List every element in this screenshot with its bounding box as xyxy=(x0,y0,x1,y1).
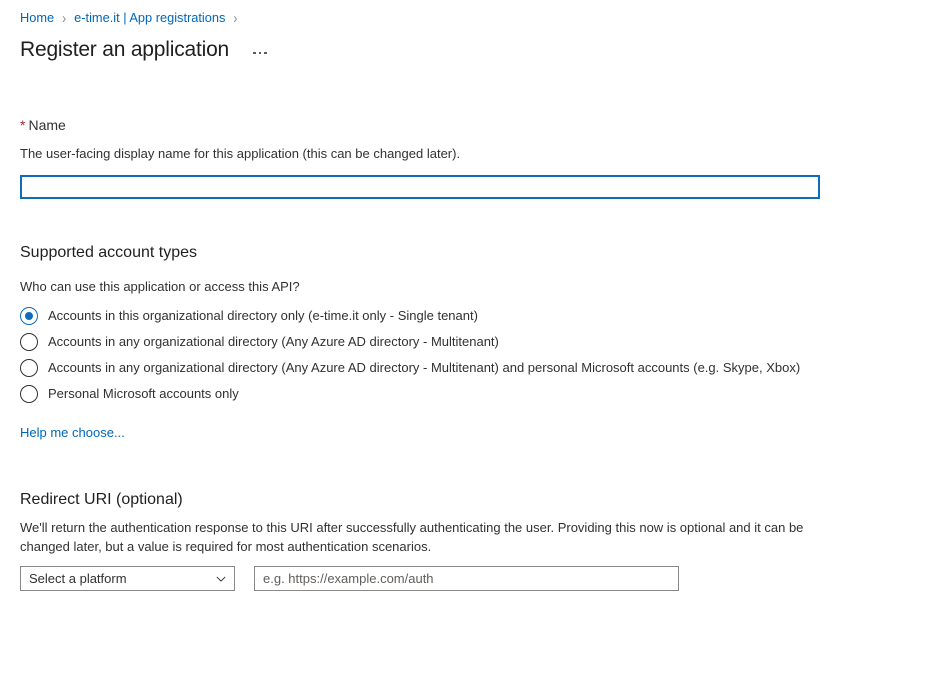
redirect-uri-description: We'll return the authentication response to this URI after successfully authenticating the user. Providing this now is optional and it can be changed later, but a value is required for most authentication scenarios. xyxy=(20,520,804,554)
more-options-icon[interactable] xyxy=(249,42,271,64)
page-header xyxy=(20,36,271,64)
name-label-text: Name xyxy=(28,117,66,133)
platform-select[interactable] xyxy=(20,566,235,591)
name-field-description: The user-facing display name for this application (this can be changed later). xyxy=(20,146,461,161)
radio-option-multitenant-and-personal[interactable] xyxy=(20,355,800,381)
breadcrumb-item-home[interactable]: Home xyxy=(20,10,55,25)
redirect-uri-input[interactable] xyxy=(254,566,679,591)
radio-option-single-tenant[interactable] xyxy=(20,303,800,329)
radio-label-multitenant-and-personal: Accounts in any organizational directory (Any Azure AD directory - Multitenant) and personal Microsoft accounts (e.g. Skype, Xbox) xyxy=(48,360,801,375)
supported-account-types-heading: Supported account types xyxy=(20,244,198,261)
chevron-right-icon: › xyxy=(62,9,67,27)
radio-option-multitenant[interactable] xyxy=(20,329,800,355)
radio-icon-selected xyxy=(20,307,38,325)
radio-icon-unselected-2 xyxy=(20,359,38,377)
name-field-label xyxy=(20,115,66,135)
radio-icon-unselected-3 xyxy=(20,385,38,403)
platform-select-value: Select a platform xyxy=(29,571,127,586)
radio-label-personal-only: Personal Microsoft accounts only xyxy=(48,386,239,401)
redirect-uri-heading: Redirect URI (optional) xyxy=(20,491,183,508)
supported-account-types-radio-group xyxy=(20,303,800,407)
radio-option-personal-only[interactable] xyxy=(20,381,800,407)
chevron-right-icon-2: › xyxy=(233,9,238,27)
name-input[interactable] xyxy=(20,175,820,199)
required-marker: * xyxy=(20,117,26,133)
page-title: Register an application xyxy=(20,38,230,61)
breadcrumb xyxy=(20,9,245,27)
radio-icon-unselected xyxy=(20,333,38,351)
breadcrumb-item-app-registrations[interactable]: e-time.it | App registrations xyxy=(74,10,226,25)
radio-label-single-tenant: Accounts in this organizational directory only (e-time.it only - Single tenant) xyxy=(48,308,478,323)
help-me-choose-link[interactable]: Help me choose... xyxy=(20,425,125,440)
redirect-uri-row xyxy=(20,566,679,591)
supported-account-types-question: Who can use this application or access this API? xyxy=(20,279,300,294)
ellipsis-dot-2 xyxy=(259,52,262,55)
chevron-down-icon xyxy=(216,574,226,584)
radio-label-multitenant: Accounts in any organizational directory (Any Azure AD directory - Multitenant) xyxy=(48,334,499,349)
ellipsis-dot-3 xyxy=(264,52,267,55)
ellipsis-dot-1 xyxy=(253,52,256,55)
